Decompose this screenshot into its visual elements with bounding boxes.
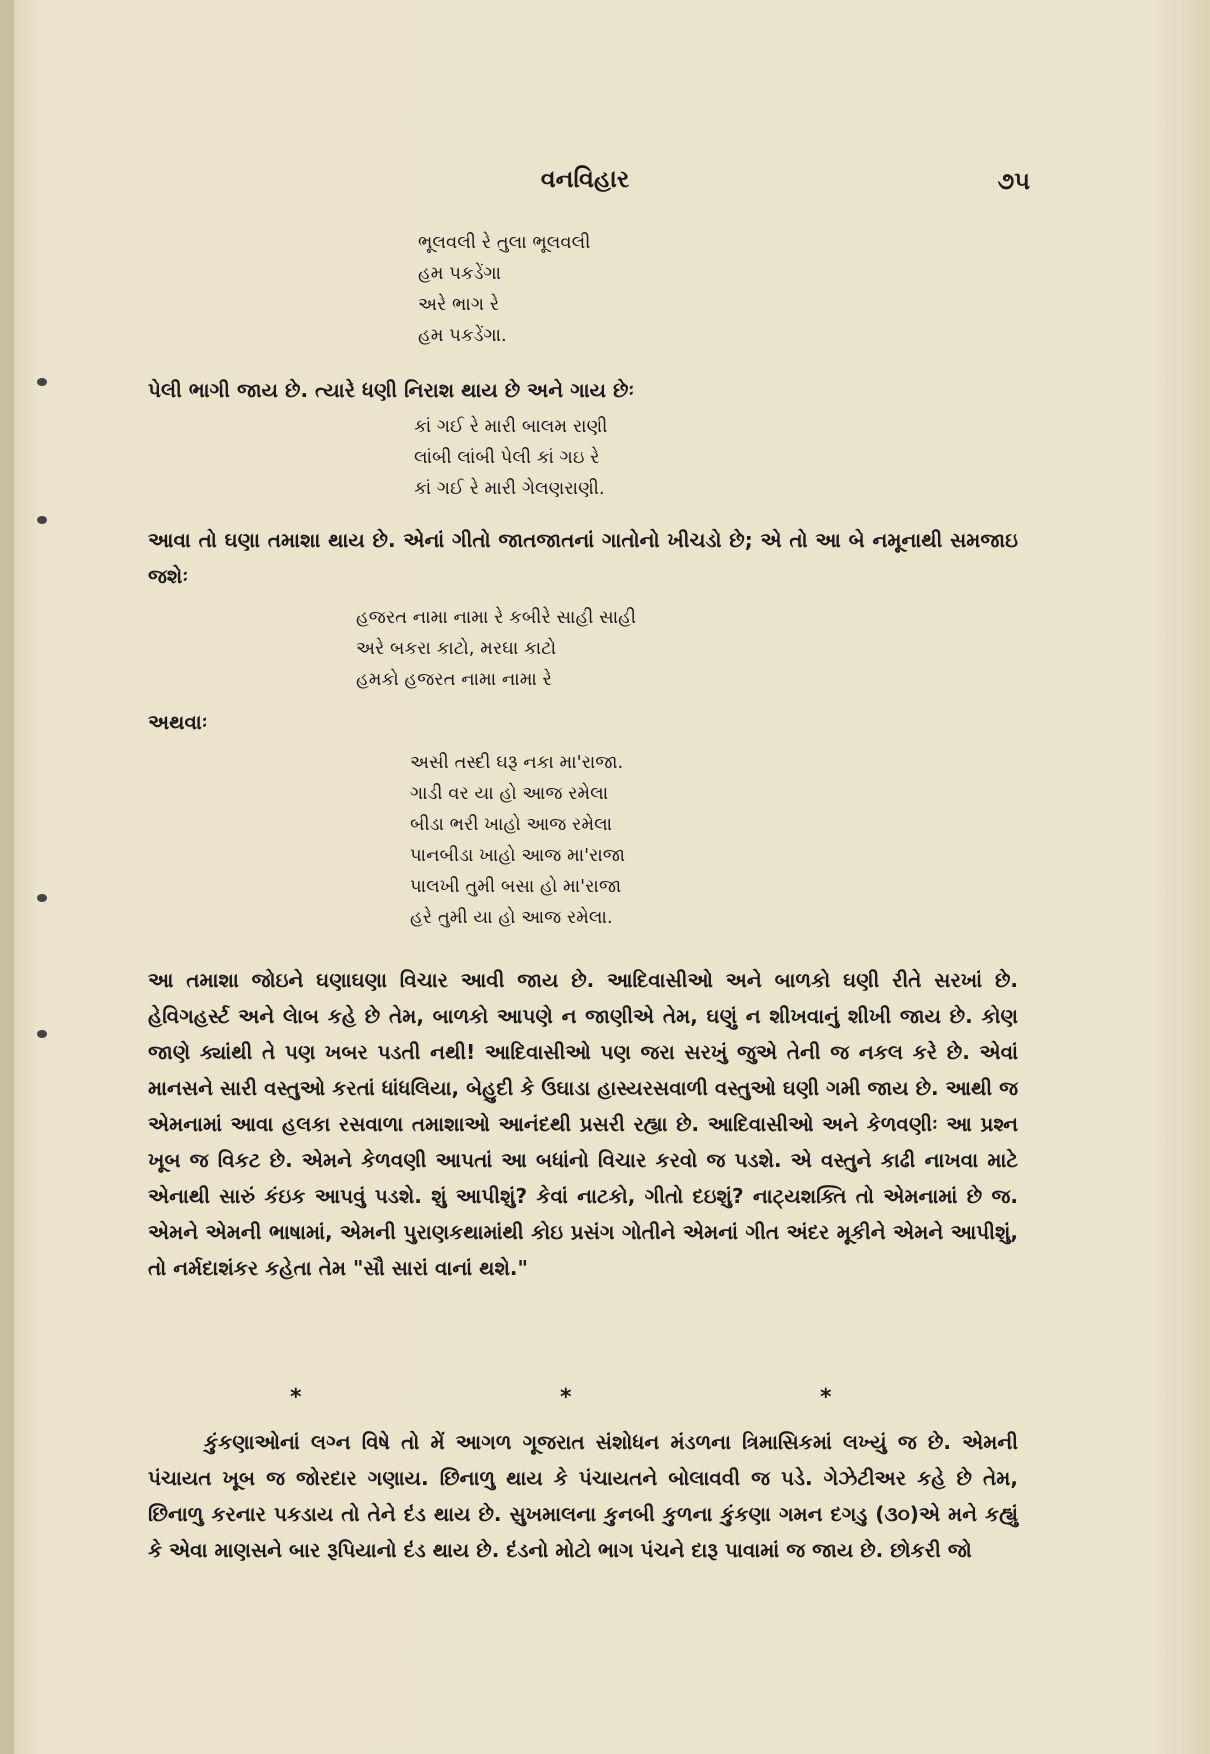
verse-line: અસી તસ્દી ઘરૂ નકા મા'રાજા. [410, 752, 624, 773]
verse-line: અરે બકરા કાટો, મરઘા કાટો [356, 638, 557, 659]
verse-line: હમ પકડેંગા [418, 263, 502, 284]
verse-line: હમ પકડેંગા. [418, 325, 507, 346]
divider-star: * [820, 1385, 832, 1410]
paragraph-4: કુંકણાઓનાં લગ્ન વિષે તો મેં આગળ ગૂજરાત સંશોધન મંડળના ત્રિમાસિકમાં લખ્યું જ છે. એમની પંચાયત ખૂબ જ જોરદાર ગણાય. છિનાળુ થાય કે પંચાયતને બોલાવવી જ પડે. ગેઝેટીઅર કહે છે તેમ, છિનાળુ કરનાર પકડાય તો તેને દંડ થાય છે. સુખમાલના કુનબી કુળના કુંકણા ગમન દગડુ (૩૦)એ મને કહ્યું કે એવા માણસને બાર રૂપિયાનો દંડ થાય છે. દંડનો મોટો ભાગ પંચને દારૂ પાવામાં જ જાય છે. છોકરી જો [148, 1430, 1018, 1562]
athva-label: અથવાઃ [148, 710, 208, 734]
section-divider [290, 1385, 850, 1415]
verse-line: ગાડી વર યા હો આજ રમેલા [410, 783, 609, 804]
verse-line: હમકો હજરત નામા નામા રે [356, 669, 552, 690]
divider-star: * [560, 1385, 572, 1410]
page-number: ૭૫ [997, 167, 1030, 195]
verse-line: પાલખી તુમી બસા હો મા'રાજા [410, 876, 622, 897]
verse-line: હજરત નામા નામા રે કબીરે સાહી સાહી [356, 607, 637, 628]
paragraph-3: આ તમાશા જોઇને ઘણાઘણા વિચાર આવી જાય છે. આદિવાસીઓ અને બાળકો ઘણી રીતે સરખાં છે. હેવિગહર્સ્ટ અને લેાબ કહે છે તેમ, બાળકો આપણે ન જાણીએ તેમ, ઘણું ન શીખવાનું શીખી જાય છે. કોણ જાણે ક્યાંથી તે પણ ખબર પડતી નથી! આદિવાસીઓ પણ જરા સરખું જુએ તેની જ નકલ કરે છે. એવાં માનસને સારી વસ્તુઓ કરતાં ધાંધલિયા, બેહુદી કે ઉઘાડા હાસ્યરસવાળી વસ્તુઓ ઘણી ગમી જાય છે. આથી જ એમનામાં આવા હલકા રસવાળા તમાશાઓ આનંદથી પ્રસરી રહ્યા છે. આદિવાસીઓ અને કેળવણીઃ આ પ્રશ્ન ખૂબ જ વિકટ છે. એમને કેળવણી આપતાં આ બધાંનો વિચાર કરવો જ પડશે. એ વસ્તુને કાઢી નાખવા માટે એનાથી સારું કંઇક આપવું પડશે. શું આપીશું? કેવાં નાટકો, ગીતો દઇશું? નાટ્યશક્તિ તો એમનામાં છે જ. એમને એમની ભાષામાં, એમની પુરાણકથામાંથી કોઇ પ્રસંગ ગોતીને એમનાં ગીત અંદર મૂકીને એમને આપીશું, તો નર્મદાશંકર કહેતા તેમ "સૌ સારાં વાનાં થશે." [148, 968, 1018, 1280]
page-header [140, 165, 1030, 205]
verse-line: કાં ગઈ રે મારી ગેલણરાણી. [414, 478, 605, 499]
binding-edge [0, 0, 14, 1754]
verse-block-4 [410, 747, 625, 933]
paragraph-2: આવા તો ઘણા તમાશા થાય છે. એનાં ગીતો જાતજાતનાં ગાતોનો ખીચડો છે; એ તો આ બે નમૂનાથી સમજાઇ જશેઃ [148, 528, 1018, 588]
verse-line: અરે ભાગ રે [418, 294, 499, 315]
divider-star: * [290, 1385, 302, 1410]
verse-line: બીડા ભરી ખાહો આજ રમેલા [410, 814, 613, 835]
running-title: વનવિહાર [540, 165, 630, 193]
paragraph-1: પેલી ભાગી જાય છે. ત્યારે ધણી નિરાશ થાય છે અને ગાય છેઃ [148, 378, 635, 402]
verse-block-2 [414, 411, 607, 504]
verse-line: લાંબી લાંબી પેલી કાં ગઇ રે [414, 447, 600, 468]
binding-hole [37, 894, 47, 902]
binding-hole [37, 378, 47, 386]
binding-hole [37, 1030, 47, 1038]
verse-line: હરે તુમી યા હો આજ રમેલા. [410, 907, 613, 928]
verse-line: ભૂલવલી રે તુલા ભૂલવલી [418, 232, 591, 253]
verse-block-1 [418, 227, 590, 351]
verse-block-3 [356, 602, 636, 695]
verse-line: પાનબીડા ખાહો આજ મા'રાજા [410, 845, 626, 866]
verse-line: કાં ગઈ રે મારી બાલમ રાણી [414, 416, 608, 437]
binding-hole [37, 516, 47, 524]
